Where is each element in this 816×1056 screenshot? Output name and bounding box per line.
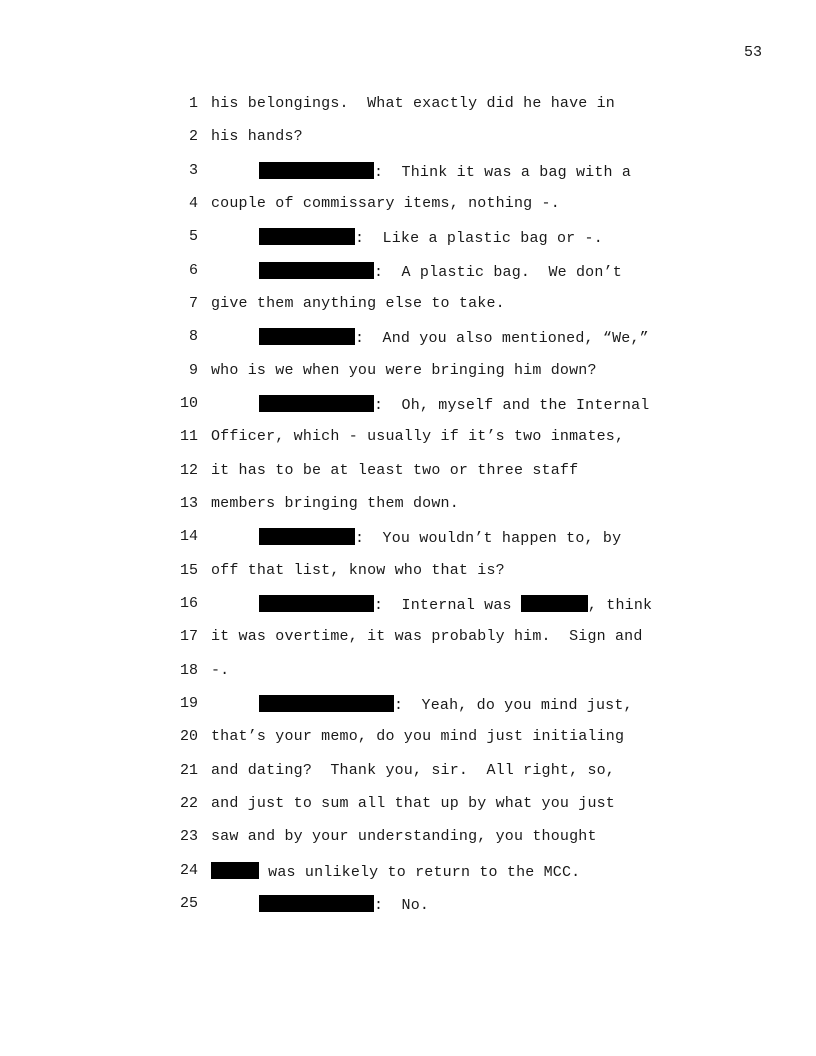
line-text: give them anything else to take. [211, 295, 505, 312]
transcript-line [0, 862, 816, 884]
transcript-line [0, 328, 816, 350]
line-number: 9 [188, 362, 198, 379]
line-text: members bringing them down. [211, 495, 459, 512]
line-number: 6 [188, 262, 198, 279]
line-text: Officer, which - usually if it’s two inmates, [211, 428, 625, 445]
line-number: 19 [179, 695, 198, 712]
transcript-line [0, 262, 816, 284]
line-text: : Yeah, do you mind just, [394, 697, 633, 714]
transcript-line [0, 528, 816, 550]
redaction-box [259, 895, 374, 912]
line-number: 20 [179, 728, 198, 745]
line-text: that’s your memo, do you mind just initialing [211, 728, 625, 745]
redaction-box [211, 862, 259, 879]
line-text: , think [587, 597, 653, 614]
line-text: : A plastic bag. We don’t [374, 264, 622, 281]
line-text: was unlikely to return to the MCC. [259, 864, 581, 881]
transcript-line [0, 195, 816, 217]
line-text: off that list, know who that is? [211, 562, 505, 579]
line-number: 13 [179, 495, 198, 512]
transcript-line [0, 395, 816, 417]
line-text: and just to sum all that up by what you just [211, 795, 615, 812]
redaction-box [259, 528, 355, 545]
redaction-box [521, 595, 588, 612]
line-text: : Oh, myself and the Internal [374, 397, 650, 414]
line-text: : Like a plastic bag or -. [355, 230, 603, 247]
line-number: 23 [179, 828, 198, 845]
line-number: 14 [179, 528, 198, 545]
transcript-line [0, 828, 816, 850]
page-number: 53 [744, 44, 763, 61]
line-number: 15 [179, 562, 198, 579]
line-text: who is we when you were bringing him down? [211, 362, 597, 379]
line-number: 18 [179, 662, 198, 679]
line-number: 8 [188, 328, 198, 345]
transcript-line [0, 95, 816, 117]
redaction-box [259, 595, 374, 612]
transcript-line [0, 562, 816, 584]
transcript-line [0, 728, 816, 750]
transcript-line [0, 595, 816, 617]
transcript-line [0, 128, 816, 150]
redaction-box [259, 228, 355, 245]
line-text: his hands? [211, 128, 303, 145]
redaction-box [259, 262, 374, 279]
line-text: it was overtime, it was probably him. Sign and [211, 628, 643, 645]
line-text: saw and by your understanding, you thought [211, 828, 597, 845]
line-number: 24 [179, 862, 198, 879]
redaction-box [259, 328, 355, 345]
transcript-line [0, 662, 816, 684]
line-number: 22 [179, 795, 198, 812]
transcript-line [0, 628, 816, 650]
line-number: 7 [188, 295, 198, 312]
redaction-box [259, 162, 374, 179]
line-number: 2 [188, 128, 198, 145]
transcript-line [0, 362, 816, 384]
line-number: 10 [179, 395, 198, 412]
transcript-line [0, 895, 816, 917]
redaction-box [259, 695, 394, 712]
line-number: 1 [188, 95, 198, 112]
line-number: 4 [188, 195, 198, 212]
line-number: 16 [179, 595, 198, 612]
line-number: 12 [179, 462, 198, 479]
redaction-box [259, 395, 374, 412]
transcript-line [0, 495, 816, 517]
line-text: it has to be at least two or three staff [211, 462, 579, 479]
line-number: 3 [188, 162, 198, 179]
line-text: his belongings. What exactly did he have in [211, 95, 615, 112]
transcript-line [0, 462, 816, 484]
line-number: 25 [179, 895, 198, 912]
line-number: 17 [179, 628, 198, 645]
transcript-line [0, 295, 816, 317]
line-text: : And you also mentioned, “We,” [355, 330, 649, 347]
line-text: and dating? Thank you, sir. All right, so, [211, 762, 615, 779]
line-number: 21 [179, 762, 198, 779]
line-text: : Internal was [374, 597, 521, 614]
line-text: : No. [374, 897, 430, 914]
line-text: : You wouldn’t happen to, by [355, 530, 622, 547]
transcript-line [0, 162, 816, 184]
transcript-line [0, 228, 816, 250]
line-number: 11 [179, 428, 198, 445]
line-text: couple of commissary items, nothing -. [211, 195, 560, 212]
transcript-line [0, 762, 816, 784]
transcript-line [0, 428, 816, 450]
line-number: 5 [188, 228, 198, 245]
transcript-line [0, 795, 816, 817]
line-text: -. [211, 662, 230, 679]
line-text: : Think it was a bag with a [374, 164, 632, 181]
transcript-line [0, 695, 816, 717]
